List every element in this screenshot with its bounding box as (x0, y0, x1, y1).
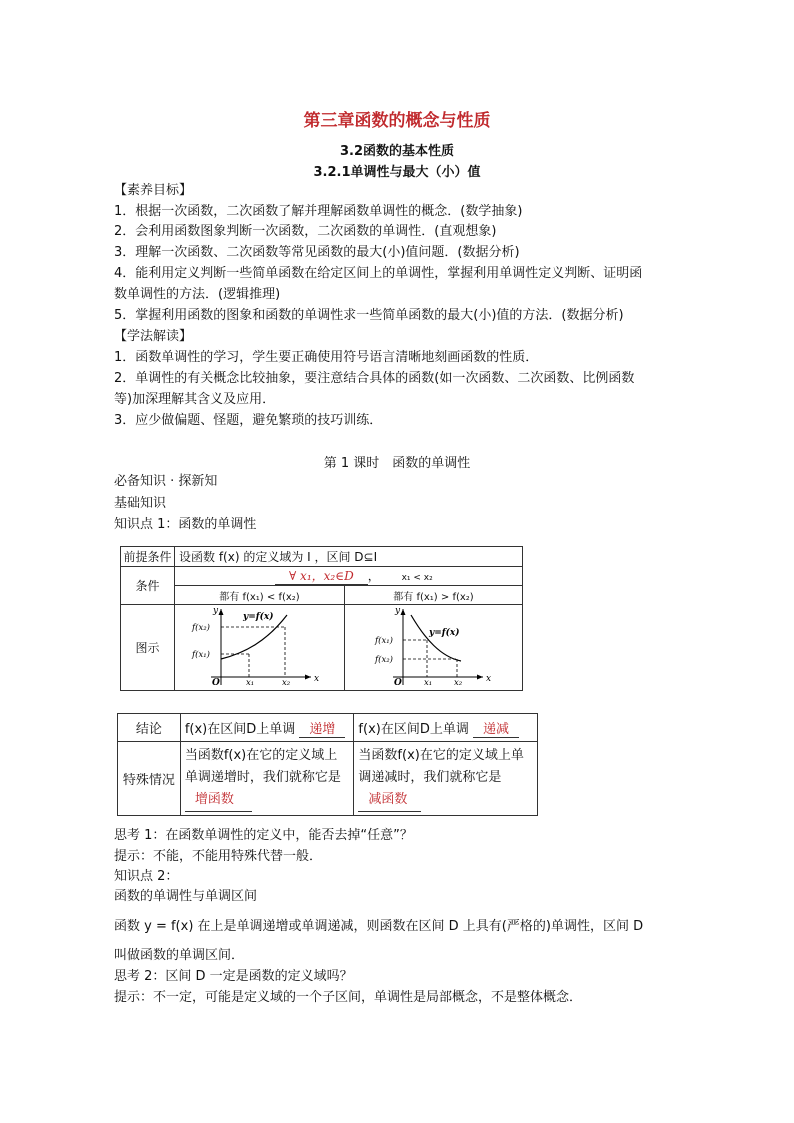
increasing-function-fill: 增函数 (185, 789, 252, 812)
increasing-conclusion: f(x)在区间D上单调 (184, 721, 296, 737)
x2-label: x₂ (282, 678, 291, 687)
fx1-label: f(x₁) (192, 650, 210, 660)
think-2: 思考 2：区间 D 一定是函数的定义域吗？ (114, 969, 353, 984)
goal-item: 4．能利用定义判断一些简单函数在给定区间上的单调性，掌握利用单调性定义判断、证明函 (114, 266, 643, 281)
fx2-label: f(x₂) (375, 655, 393, 665)
decreasing-graph (345, 605, 522, 687)
graph-label: 图示 (121, 605, 175, 691)
x-axis-label: x (314, 674, 320, 684)
goals-heading: 【素养目标】 (114, 183, 193, 198)
method-item: 2．单调性的有关概念比较抽象，要注意结合具体的函数(如一次函数、二次函数、比例函数 (114, 371, 635, 386)
interval-definition-cont: 叫做函数的单调区间． (114, 948, 245, 963)
knowledge-label: 必备知识 · 探新知 (114, 474, 218, 489)
condition-order: x₁ < x₂ (401, 573, 433, 583)
hint-1: 提示：不能，不能用特殊代替一般． (114, 849, 323, 864)
increasing-fill: 递增 (299, 718, 345, 738)
function-label: y=f(x) (243, 612, 274, 622)
decreasing-fill: 递减 (473, 718, 519, 738)
increasing-special-line: 当函数f(x)在它的定义域上 (184, 748, 338, 763)
basic-knowledge-label: 基础知识 (114, 496, 167, 511)
special-case-label: 特殊情况 (118, 742, 181, 816)
decreasing-function-fill: 减函数 (358, 789, 421, 812)
goal-item: 数单调性的方法．(逻辑推理) (114, 287, 281, 302)
condition-fill: ∀ x₁，x₂∈D (275, 567, 368, 585)
decreasing-condition: 都有 f(x₁) > f(x₂) (345, 586, 523, 605)
think-1: 思考 1：在函数单调性的定义中，能否去掉“任意”？ (114, 828, 413, 843)
decreasing-conclusion: f(x)在区间D上单调 (358, 721, 469, 737)
conclusion-label: 结论 (118, 714, 181, 742)
lesson-title: 第 1 课时 函数的单调性 (323, 456, 471, 471)
monotonicity-definition-table (120, 546, 523, 691)
chapter-title: 第三章函数的概念与性质 (303, 111, 491, 131)
section-monotonic-interval: 函数的单调性与单调区间 (114, 889, 258, 904)
hint-2: 提示：不一定，可能是定义域的一个子区间，单调性是局部概念，不是整体概念． (114, 990, 583, 1005)
method-item: 3．应少做偏题、怪题，避免繁琐的技巧训练． (114, 413, 383, 428)
premise-text: 设函数 f(x) 的定义域为 I ，区间 D⊆I (175, 547, 523, 567)
function-label: y=f(x) (429, 628, 460, 638)
fx2-label: f(x₂) (192, 623, 210, 633)
x2-label: x₂ (454, 678, 463, 687)
origin-label: O (212, 678, 220, 687)
increasing-graph (175, 605, 344, 687)
goal-item: 1．根据一次函数，二次函数了解并理解函数单调性的概念．(数学抽象) (114, 204, 523, 219)
x1-label: x₁ (424, 678, 433, 687)
method-item: 等)加深理解其含义及应用． (114, 392, 276, 407)
increasing-special-line: 单调递增时，我们就称它是 (184, 770, 341, 785)
condition-label: 条件 (121, 567, 175, 605)
knowledge-point-1: 知识点 1：函数的单调性 (114, 517, 257, 532)
conclusion-table (117, 713, 538, 816)
condition-sep: ， (367, 569, 380, 583)
x-axis-label: x (486, 674, 492, 684)
goal-item: 2．会利用函数图象判断一次函数，二次函数的单调性．(直观想象) (114, 224, 497, 239)
goal-item: 5．掌握利用函数的图象和函数的单调性求一些简单函数的最大(小)值的方法．(数据分析) (114, 308, 624, 323)
method-heading: 【学法解读】 (114, 329, 193, 344)
increasing-condition: 都有 f(x₁) < f(x₂) (175, 586, 345, 605)
premise-label: 前提条件 (121, 547, 175, 567)
fx1-label: f(x₁) (375, 636, 393, 646)
x1-label: x₁ (246, 678, 255, 687)
y-axis-label: y (395, 606, 401, 616)
knowledge-point-2: 知识点 2： (114, 869, 179, 884)
section-title: 3.2函数的基本性质 (339, 144, 455, 159)
method-item: 1．函数单调性的学习，学生要正确使用符号语言清晰地刻画函数的性质． (114, 350, 539, 365)
decreasing-special-line: 当函数f(x)在它的定义域上单 (358, 748, 524, 763)
subsection-title: 3.2.1单调性与最大（小）值 (313, 165, 481, 180)
interval-definition: 函数 y = f(x) 在上是单调递增或单调递减，则函数在区间 D 上具有(严格的)单调性，区间 D (114, 919, 644, 934)
decreasing-special-line: 调递减时，我们就称它是 (358, 770, 502, 785)
goal-item: 3．理解一次函数、二次函数等常见函数的最大(小)值问题．(数据分析) (114, 245, 520, 260)
origin-label: O (394, 678, 402, 687)
y-axis-label: y (213, 606, 219, 616)
